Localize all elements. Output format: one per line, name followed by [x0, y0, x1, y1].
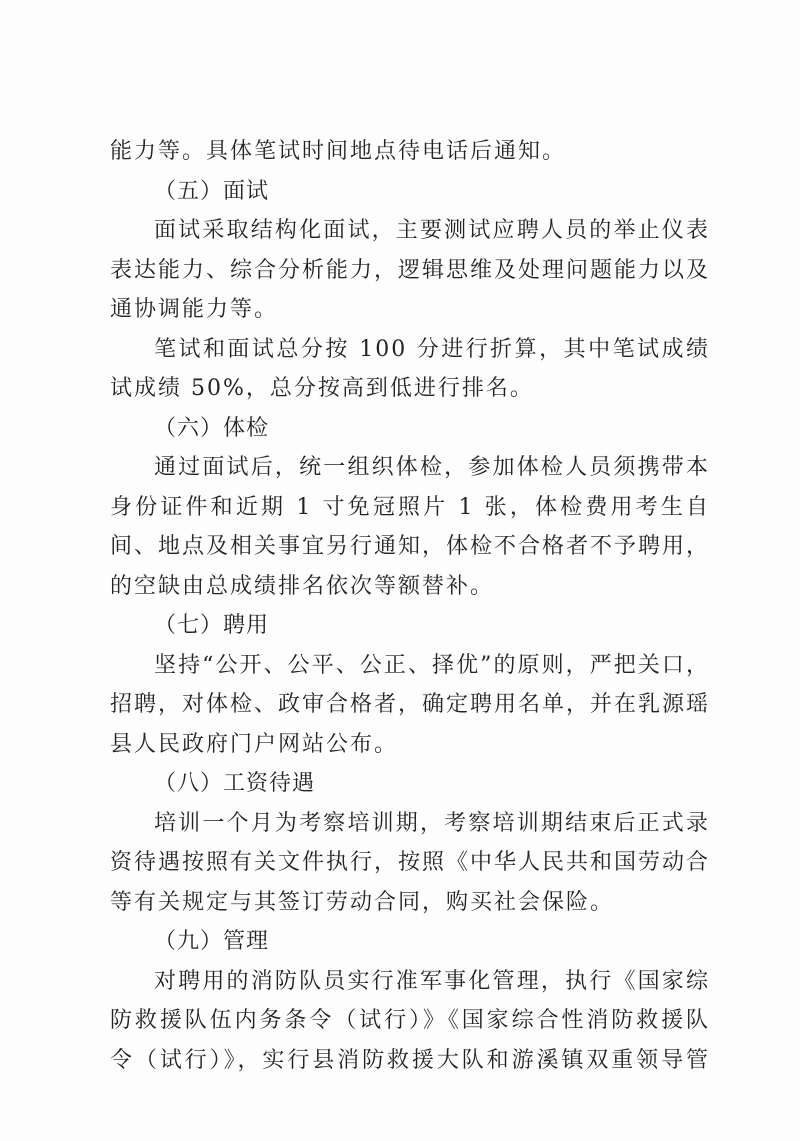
paragraph-line: 间、地点及相关事宜另行通知，体检不合格者不予聘用， [110, 534, 710, 559]
paragraph-line: 令（试行）》，实行县消防救援大队和游溪镇双重领导管 [110, 1047, 710, 1073]
section-heading-physical-exam: （六）体检 [154, 415, 270, 441]
paragraph-line: 坚持“公开、公平、公正、择优”的原则，严把关口， [154, 652, 710, 678]
section-heading-interview: （五）面试 [154, 178, 270, 204]
paragraph-line: 的空缺由总成绩排名依次等额替补。 [110, 573, 495, 599]
paragraph-line: 身份证件和近期 1 寸免冠照片 1 张，体检费用考生自 [110, 494, 710, 520]
paragraph-line: 对聘用的消防队员实行准军事化管理，执行《国家综 [154, 968, 710, 994]
document-body [110, 132, 710, 1080]
section-heading-management: （九）管理 [154, 929, 270, 954]
paragraph-line: 资待遇按照有关文件执行，按照《中华人民共和国劳动合 [110, 850, 710, 875]
paragraph-line: 培训一个月为考察培训期，考察培训期结束后正式录 [154, 810, 710, 836]
paragraph-line: 能力等。具体笔试时间地点待电话后通知。 [110, 139, 567, 164]
paragraph-line: 笔试和面试总分按 100 分进行折算，其中笔试成绩 [154, 336, 710, 362]
paragraph-line: 表达能力、综合分析能力，逻辑思维及处理问题能力以及 [110, 257, 710, 283]
paragraph-line: 招聘，对体检、政审合格者，确定聘用名单，并在乳源瑶 [110, 692, 710, 717]
paragraph-line: 防救援队伍内务条令（试行）》《国家综合性消防救援队 [110, 1008, 710, 1033]
paragraph-line: 等有关规定与其签订劳动合同，购买社会保险。 [110, 889, 615, 915]
paragraph-line: 通过面试后，统一组织体检，参加体检人员须携带本 [154, 455, 710, 480]
paragraph-line: 县人民政府门户网站公布。 [110, 731, 399, 757]
paragraph-line: 面试采取结构化面试，主要测试应聘人员的举止仪表 [154, 218, 710, 243]
paragraph-line: 通协调能力等。 [110, 297, 279, 322]
section-heading-salary: （八）工资待遇 [154, 771, 316, 796]
paragraph-line: 试成绩 50%，总分按高到低进行排名。 [110, 376, 534, 401]
section-heading-hiring: （七）聘用 [154, 613, 270, 638]
